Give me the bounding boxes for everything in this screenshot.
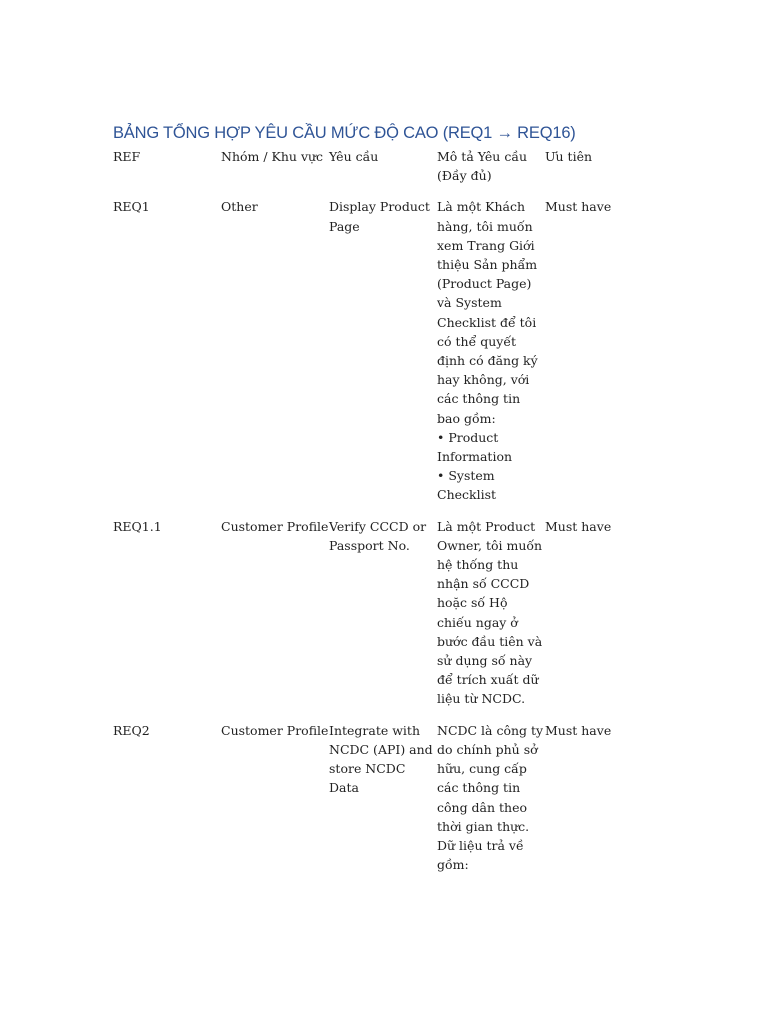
cell-ref: REQ1.1 — [113, 518, 162, 534]
cell-group: Customer Profile — [221, 518, 329, 534]
cell-group: Other — [221, 199, 258, 215]
cell-ref: REQ2 — [113, 722, 150, 738]
cell-priority: Must have — [545, 199, 612, 215]
cell-description: NCDC là công ty do chính phủ sở hữu, cung cấp các thông tin công dân theo thời gian thực. Dữ liệu trả về gồm: — [437, 722, 544, 873]
cell-priority: Must have — [545, 722, 612, 738]
table-header-row — [113, 147, 635, 197]
cell-group: Customer Profile — [221, 722, 329, 738]
table-row — [113, 517, 635, 721]
table-row — [113, 197, 635, 516]
cell-description — [437, 197, 545, 516]
requirements-table — [113, 147, 635, 874]
header-requirement: Yêu cầu — [329, 149, 379, 164]
cell-requirement: Verify CCCD or Passport No. — [329, 518, 427, 553]
cell-requirement: Integrate with NCDC (API) and store NCDC Data — [329, 722, 433, 796]
cell-requirement: Display Product Page — [329, 199, 430, 234]
bullet-item: • System Checklist — [437, 468, 497, 503]
cell-priority: Must have — [545, 518, 612, 534]
bullet-item: • Product Information — [437, 429, 513, 465]
table-row — [113, 721, 635, 875]
cell-ref: REQ1 — [113, 199, 150, 215]
cell-description: Là một Product Owner, tôi muốn hệ thống thu nhận số CCCD hoặc số Hộ chiếu ngay ở bước đầu tiên và sử dụng số này để trích xuất dữ liệu từ NCDC. — [437, 518, 543, 707]
header-ref: REF — [113, 149, 141, 164]
header-group: Nhóm / Khu vực — [221, 149, 324, 164]
header-description: Mô tả Yêu cầu (Đầy đủ) — [437, 149, 528, 184]
document-title: BẢNG TỔNG HỢP YÊU CẦU MỨC ĐỘ CAO (REQ1 → REQ16) — [113, 124, 576, 142]
description-text: Là một Khách hàng, tôi muốn xem Trang Giới thiệu Sản phẩm (Product Page) và System Checklist để tôi có thể quyết định có đăng ký hay không, với các thông tin bao gồm: — [437, 199, 538, 426]
header-priority: Ưu tiên — [545, 149, 593, 164]
